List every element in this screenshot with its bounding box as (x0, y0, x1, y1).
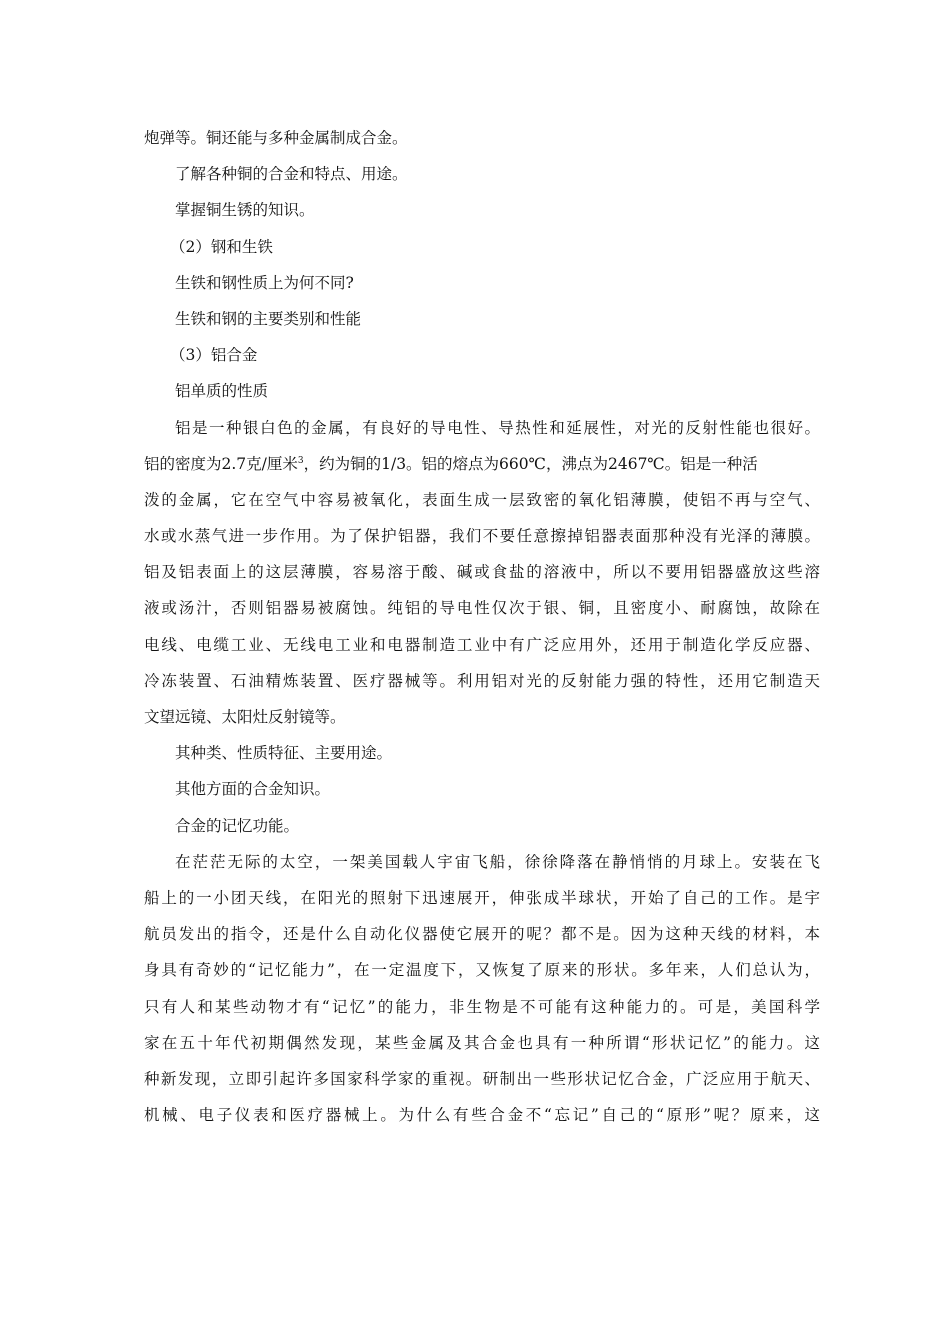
paragraph-line: 机械、电子仪表和医疗器械上。为什么有些合金不“忘记”自己的“原形”呢？原来，这 (144, 1106, 820, 1125)
text-fragment: ，约为铜的1/3。铝的熔点为660℃，沸点为2467℃。铝是一种活 (303, 454, 758, 473)
text-line: 合金的记忆功能。 (175, 816, 300, 835)
paragraph-line (144, 446, 820, 482)
paragraph-line: 在茫茫无际的太空，一架美国载人宇宙飞船，徐徐降落在静悄悄的月球上。安装在飞 (175, 852, 820, 871)
paragraph-line: 冷冻装置、石油精炼装置、医疗器械等。利用铝对光的反射能力强的特性，还用它制造天 (144, 671, 820, 690)
paragraph-line: 泼的金属，它在空气中容易被氧化，表面生成一层致密的氧化铝薄膜，使铝不再与空气、 (144, 490, 820, 509)
text-line: 了解各种铜的合金和特点、用途。 (175, 165, 408, 184)
paragraph-line: 铝及铝表面上的这层薄膜，容易溶于酸、碱或食盐的溶液中，所以不要用铝器盛放这些溶 (144, 563, 820, 582)
text-line: 其种类、性质特征、主要用途。 (175, 744, 393, 763)
paragraph-line: 电线、电缆工业、无线电工业和电器制造工业中有广泛应用外，还用于制造化学反应器、 (144, 635, 820, 654)
paragraph-line: 液或汤汁，否则铝器易被腐蚀。纯铝的导电性仅次于银、铜，且密度小、耐腐蚀，故除在 (144, 599, 820, 618)
text-line: 生铁和钢的主要类别和性能 (175, 309, 362, 328)
text-line: 铝单质的性质 (175, 382, 269, 401)
paragraph-line: 种新发现，立即引起许多国家科学家的重视。研制出一些形状记忆合金，广泛应用于航天、 (144, 1069, 820, 1088)
paragraph-line: 水或水蒸气进一步作用。为了保护铝器，我们不要任意擦掉铝器表面那种没有光泽的薄膜。 (144, 527, 820, 546)
paragraph-line: 航员发出的指令，还是什么自动化仪器使它展开的呢？都不是。因为这种天线的材料，本 (144, 925, 820, 944)
section-heading: （3）铝合金 (170, 346, 258, 365)
paragraph-line: 身具有奇妙的“记忆能力”，在一定温度下，又恢复了原来的形状。多年来，人们总认为， (144, 961, 820, 980)
paragraph-line: 文望远镜、太阳灶反射镜等。 (144, 708, 346, 726)
paragraph-line: 铝是一种银白色的金属，有良好的导电性、导热性和延展性，对光的反射性能也很好。 (175, 418, 820, 437)
paragraph-line: 船上的一小团天线，在阳光的照射下迅速展开，伸张成半球状，开始了自己的工作。是宇 (144, 888, 820, 907)
text-line: 生铁和钢性质上为何不同? (175, 273, 354, 292)
document-page (144, 120, 820, 1133)
text-line: 炮弹等。铜还能与多种金属制成合金。 (144, 129, 408, 147)
section-heading: （2）钢和生铁 (170, 237, 273, 256)
paragraph-line: 家在五十年代初期偶然发现，某些金属及其合金也具有一种所谓“形状记忆”的能力。这 (144, 1033, 820, 1052)
text-fragment: 铝的密度为2.7克/厘米 (144, 454, 298, 473)
text-line: 其他方面的合金知识。 (175, 780, 331, 799)
superscript: 3 (297, 455, 304, 466)
text-line: 掌握铜生锈的知识。 (175, 201, 315, 220)
paragraph-line: 只有人和某些动物才有“记忆”的能力，非生物是不可能有这种能力的。可是，美国科学 (144, 997, 820, 1016)
